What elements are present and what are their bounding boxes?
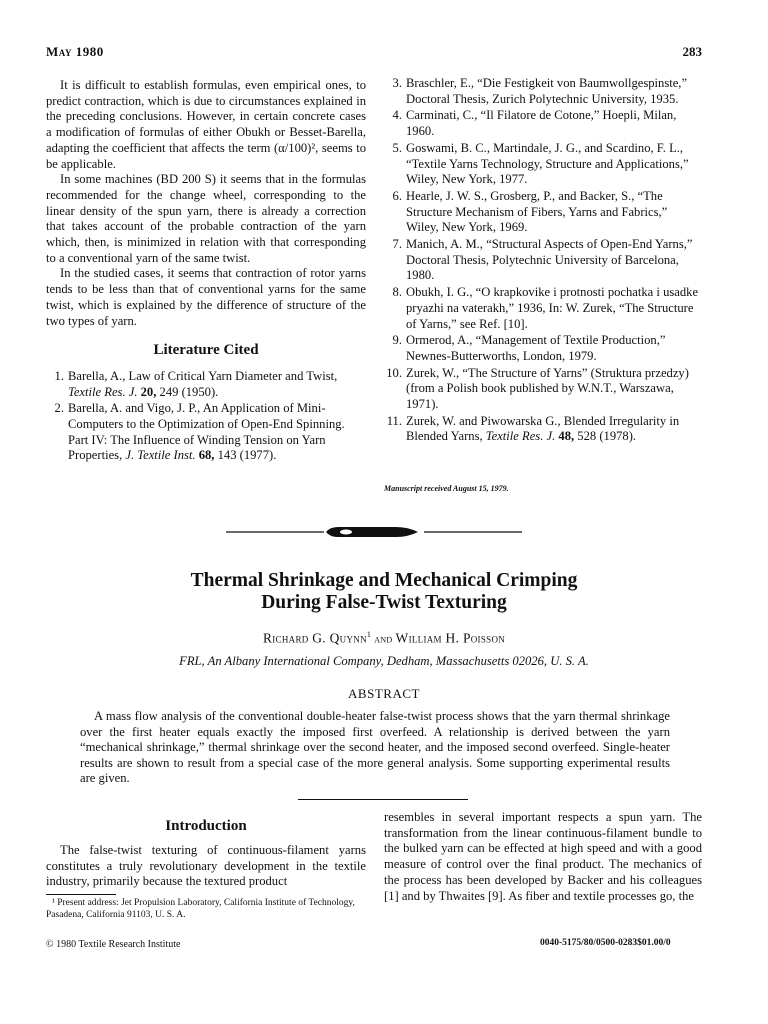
introduction-text-right: resembles in several important respects a spun yarn. The transformation from the linear continuous-filament bundle to the bulked yarn can be effected at high speed and with a good measure of control over the final product. The mechanics of the process has been developed by Backer and his colleagues [1] and by Thwaites [9]. As fiber and textile processes go, the xyxy=(384,810,702,903)
reference-list-left xyxy=(46,369,366,464)
reference-list-right xyxy=(386,76,702,445)
section-rule xyxy=(298,799,468,800)
abstract-heading: ABSTRACT xyxy=(348,686,420,701)
reference-item: 4. Carminati, C., “Il Filatore de Cotone,” Hoepli, Milan, 1960. xyxy=(392,108,677,139)
reference-item: 7. Manich, A. M., “Structural Aspects of Open-End Yarns,” Doctoral Thesis, Polytechnic University of Barcelona, 1980. xyxy=(392,237,693,283)
reference-item: 11. Zurek, W. and Piwowarska G., Blended Irregularity in Blended Yarns, Textile Res. J. 48, 528 (1978). xyxy=(386,413,680,444)
author-line: Richard G. Quynn$^1$ and William H. Poisson xyxy=(262,630,506,646)
introduction-text-left: The false-twist texturing of continuous-filament yarns constitutes a truly revolutionary development in the textile industry, primarily because the textured product xyxy=(46,843,366,889)
author-name: Richard G. Quynn xyxy=(262,630,367,646)
reference-item: 8. Obukh, I. G., “O krapkovike i protnosti pochatka i usadke pryazhi na vaterakh,” 1936, In: W. Zurek, “The Structure of Yarns,” see Ref. [10]. xyxy=(392,285,699,331)
title-line: Thermal Shrinkage and Mechanical Crimping xyxy=(190,570,578,591)
running-header xyxy=(46,44,702,62)
manuscript-received-note: Manuscript received August 15, 1979. xyxy=(384,484,509,493)
body-text xyxy=(46,78,366,329)
footnote-marker: 1 xyxy=(366,630,372,639)
article-code: 0040-5175/80/0500-0283$01.00/0 xyxy=(540,938,671,948)
reference-item: 9. Ormerod, A., “Management of Textile Production,” Newnes-Butterworths, London, 1979. xyxy=(392,333,666,363)
paragraph: In some machines (BD 200 S) it seems that in the formulas recommended for the change wheel, corresponding to the linear density of the spun yarn, there is already a correction that takes account of the probable contraction of the yarn which, then, is minimized in relation with that corresponding to a conventional yarn of the same twist. xyxy=(46,172,366,265)
title-line: During False-Twist Texturing xyxy=(261,592,507,613)
previous-article-right-column xyxy=(386,76,702,446)
paragraph: It is difficult to establish formulas, even empirical ones, to predict contraction, which is due to circumstances explained in the preceding conclusions. However, in certain concrete cases a modification of formulas of either Obukh or Besset-Barella, adapting the coefficient that affects the term (α/100)², seems to be applicable. xyxy=(46,78,366,171)
paragraph: In the studied cases, it seems that contraction of rotor yarns tends to be less than that of conventional yarns for the same twist, which is explained by the difference of structure of the two types of yarn. xyxy=(46,266,366,328)
reference-item: 6. Hearle, J. W. S., Grosberg, P., and Backer, S., “The Structure Mechanism of Fibers, Yarns and Fabrics,” Wiley, New York, 1969. xyxy=(392,188,668,235)
article-title xyxy=(60,570,708,614)
previous-article-left-column xyxy=(46,78,366,465)
reference-item: 5. Goswami, B. C., Martindale, J. G., and Scardino, F. L., “Textile Yarns Technology, Structure and Applications,” Wiley, New York, 1977. xyxy=(392,140,689,187)
introduction-heading: Introduction xyxy=(165,818,247,834)
page-number: 283 xyxy=(682,44,702,59)
reference-item: 1. Barella, A., Law of Critical Yarn Diameter and Twist, Textile Res. J. 20, 249 (1950). xyxy=(54,368,338,399)
issue-date: May 1980 xyxy=(46,44,104,59)
affiliation: FRL, An Albany International Company, Dedham, Massachusetts 02026, U. S. A. xyxy=(179,654,589,668)
reference-item: 2. Barella, A. and Vigo, J. P., An Application of Mini-Computers to the Optimization of Open-End Spinning. Part IV: The Influence of Winding Tension on Yarn Properties, J. Textile Inst. 68, 143 (1977). xyxy=(54,401,345,463)
copyright-notice: © 1980 Textile Research Institute xyxy=(46,939,181,950)
ornamental-divider xyxy=(226,524,522,540)
reference-item: 3. Braschler, E., “Die Festigkeit von Baumwollgespinste,” Doctoral Thesis, Zurich Polytechnic University, 1935. xyxy=(392,76,688,106)
author-footnote: ¹ Present address: Jet Propulsion Laboratory, California Institute of Technology, Pasadena, California 91103, U. S. A. xyxy=(46,898,355,920)
literature-cited-heading: Literature Cited xyxy=(153,342,259,359)
abstract-text: A mass flow analysis of the conventional double-heater false-twist process shows that the yarn thermal shrinkage over the first heater equals exactly the imposed first overfeed. A relationship is derived between the yarn “mechanical shrinkage,” thermal shrinkage over the second heater, and the imposed second overfeed. Single-heater results are shown to result from a special case of the more general analysis. Some supporting experimental results are given. xyxy=(80,709,670,786)
reference-item: 10. Zurek, W., “The Structure of Yarns” (Struktura przedzy) (from a Polish book published by W.N.T., Warszawa, 1971). xyxy=(386,365,689,412)
footnote-rule xyxy=(46,894,116,895)
author-name: William H. Poisson xyxy=(395,630,506,646)
